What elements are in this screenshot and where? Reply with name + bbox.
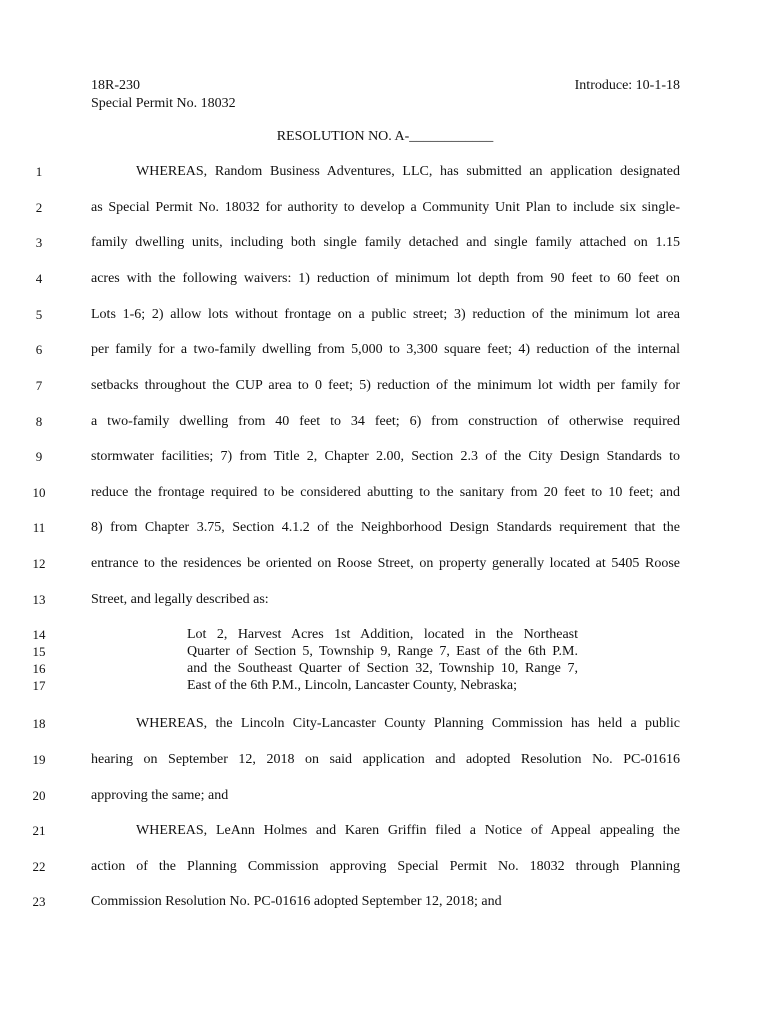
- legal-description-text: Lot 2, Harvest Acres 1st Addition, located in the Northeast: [187, 627, 578, 642]
- bill-number: 18R-230: [91, 78, 140, 93]
- line-number: 19: [32, 752, 46, 767]
- numbered-line: [0, 857, 770, 877]
- legal-description-text: East of the 6th P.M., Lincoln, Lancaster County, Nebraska;: [187, 678, 517, 693]
- line-number: 10: [32, 485, 46, 500]
- line-number: 6: [35, 342, 43, 357]
- line-text: reduce the frontage required to be considered abutting to the sanitary from 20 feet to 10 feet; and: [91, 485, 680, 500]
- line-number: 3: [35, 235, 43, 250]
- numbered-line: [0, 518, 770, 538]
- line-text: acres with the following waivers: 1) reduction of minimum lot depth from 90 feet to 60 feet on: [91, 271, 680, 286]
- introduce-date: Introduce: 10-1-18: [574, 78, 680, 93]
- legal-description-text: Quarter of Section 5, Township 9, Range 7, East of the 6th P.M.: [187, 644, 578, 659]
- line-text: family dwelling units, including both single family detached and single family attached on 1.15: [91, 235, 680, 250]
- numbered-line: [0, 554, 770, 574]
- numbered-line: [0, 233, 770, 253]
- line-text: approving the same; and: [91, 788, 229, 803]
- numbered-line: [0, 821, 770, 841]
- legal-description-line: [0, 626, 770, 643]
- line-text: Street, and legally described as:: [91, 592, 269, 607]
- numbered-line: [0, 714, 770, 734]
- numbered-line: [0, 483, 770, 503]
- line-text: as Special Permit No. 18032 for authority to develop a Community Unit Plan to include six single-: [91, 200, 680, 215]
- line-text: WHEREAS, the Lincoln City-Lancaster County Planning Commission has held a public: [136, 716, 680, 731]
- line-number: 7: [35, 378, 43, 393]
- line-number: 14: [32, 627, 46, 642]
- line-number: 21: [32, 823, 46, 838]
- line-text: per family for a two-family dwelling from 5,000 to 3,300 square feet; 4) reduction of the internal: [91, 342, 680, 357]
- line-text: WHEREAS, Random Business Adventures, LLC, has submitted an application designated: [136, 164, 680, 179]
- line-text: a two-family dwelling from 40 feet to 34 feet; 6) from construction of otherwise required: [91, 414, 680, 429]
- numbered-line: [0, 447, 770, 467]
- numbered-line: [0, 305, 770, 325]
- numbered-line: [0, 590, 770, 610]
- line-number: 15: [32, 644, 46, 659]
- line-text: action of the Planning Commission approving Special Permit No. 18032 through Planning: [91, 859, 680, 874]
- line-number: 9: [35, 449, 43, 464]
- line-number: 12: [32, 556, 46, 571]
- numbered-line: [0, 269, 770, 289]
- line-number: 4: [35, 271, 43, 286]
- line-number: 11: [32, 520, 46, 535]
- line-number: 17: [32, 678, 46, 693]
- line-text: WHEREAS, LeAnn Holmes and Karen Griffin filed a Notice of Appeal appealing the: [136, 823, 680, 838]
- resolution-title: RESOLUTION NO. A-____________: [276, 129, 494, 144]
- line-text: entrance to the residences be oriented on Roose Street, on property generally located at 5405 Roose: [91, 556, 680, 571]
- legal-description-line: [0, 660, 770, 677]
- legal-description-line: [0, 643, 770, 660]
- line-number: 5: [35, 307, 43, 322]
- line-number: 13: [32, 592, 46, 607]
- line-number: 20: [32, 788, 46, 803]
- line-number: 2: [35, 200, 43, 215]
- numbered-line: [0, 412, 770, 432]
- numbered-line: [0, 376, 770, 396]
- numbered-line: [0, 786, 770, 806]
- legal-description-text: and the Southeast Quarter of Section 32, Township 10, Range 7,: [187, 661, 578, 676]
- numbered-line: [0, 750, 770, 770]
- line-text: Lots 1-6; 2) allow lots without frontage on a public street; 3) reduction of the minimum lot area: [91, 307, 680, 322]
- line-text: 8) from Chapter 3.75, Section 4.1.2 of the Neighborhood Design Standards requirement that the: [91, 520, 680, 535]
- line-number: 22: [32, 859, 46, 874]
- line-number: 8: [35, 414, 43, 429]
- numbered-line: [0, 892, 770, 912]
- legal-description-line: [0, 677, 770, 694]
- line-text: Commission Resolution No. PC-01616 adopted September 12, 2018; and: [91, 894, 502, 909]
- line-number: 16: [32, 661, 46, 676]
- line-text: setbacks throughout the CUP area to 0 feet; 5) reduction of the minimum lot width per family for: [91, 378, 680, 393]
- special-permit-label: Special Permit No. 18032: [91, 96, 236, 111]
- numbered-line: [0, 340, 770, 360]
- numbered-line: [0, 162, 770, 182]
- line-number: 1: [35, 164, 43, 179]
- line-number: 23: [32, 894, 46, 909]
- line-text: hearing on September 12, 2018 on said application and adopted Resolution No. PC-01616: [91, 752, 680, 767]
- line-number: 18: [32, 716, 46, 731]
- numbered-line: [0, 198, 770, 218]
- line-text: stormwater facilities; 7) from Title 2, Chapter 2.00, Section 2.3 of the City Design Standards to: [91, 449, 680, 464]
